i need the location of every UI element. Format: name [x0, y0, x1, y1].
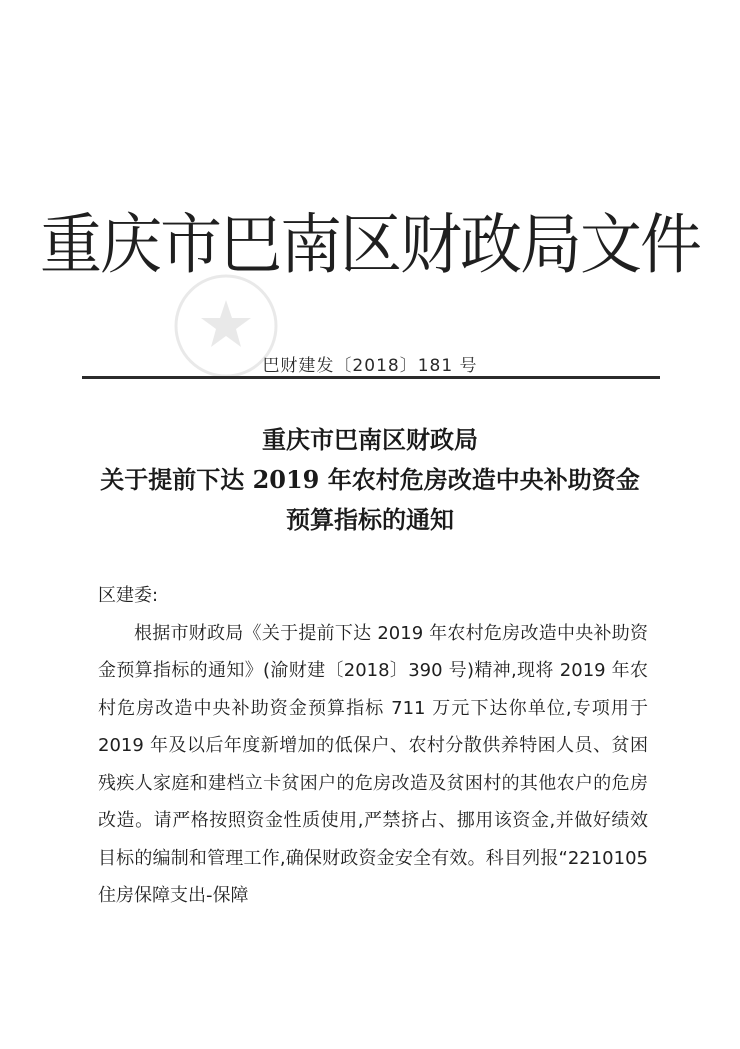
header-divider — [82, 376, 660, 379]
notice-title-line-1: 重庆市巴南区财政局 — [262, 425, 478, 454]
notice-title-line-2: 关于提前下达 2019 年农村危房改造中央补助资金 — [100, 465, 640, 494]
document-header-title: 重庆市巴南区财政局文件 — [39, 206, 700, 283]
document-body — [98, 577, 648, 915]
notice-title-line-3: 预算指标的通知 — [286, 505, 454, 534]
document-number: 巴财建发〔2018〕181 号 — [262, 356, 478, 376]
notice-title — [0, 420, 740, 540]
body-paragraph: 根据市财政局《关于提前下达 2019 年农村危房改造中央补助资金预算指标的通知》(渝财建〔2018〕390 号)精神,现将 2019 年农村危房改造中央补助资金预算指标 711 万元下达你单位,专项用于 2019 年及以后年度新增加的低保户、农村分散供养特困人员、贫困残疾人家庭和建档立卡贫困户的危房改造及贫困村的其他农户的危房改造。请严格按照资金性质使用,严禁挤占、挪用该资金,并做好绩效目标的编制和管理工作,确保财政资金安全有效。科目列报“2210105 住房保障支出-保障 — [98, 622, 648, 906]
salutation: 区建委: — [98, 585, 159, 606]
